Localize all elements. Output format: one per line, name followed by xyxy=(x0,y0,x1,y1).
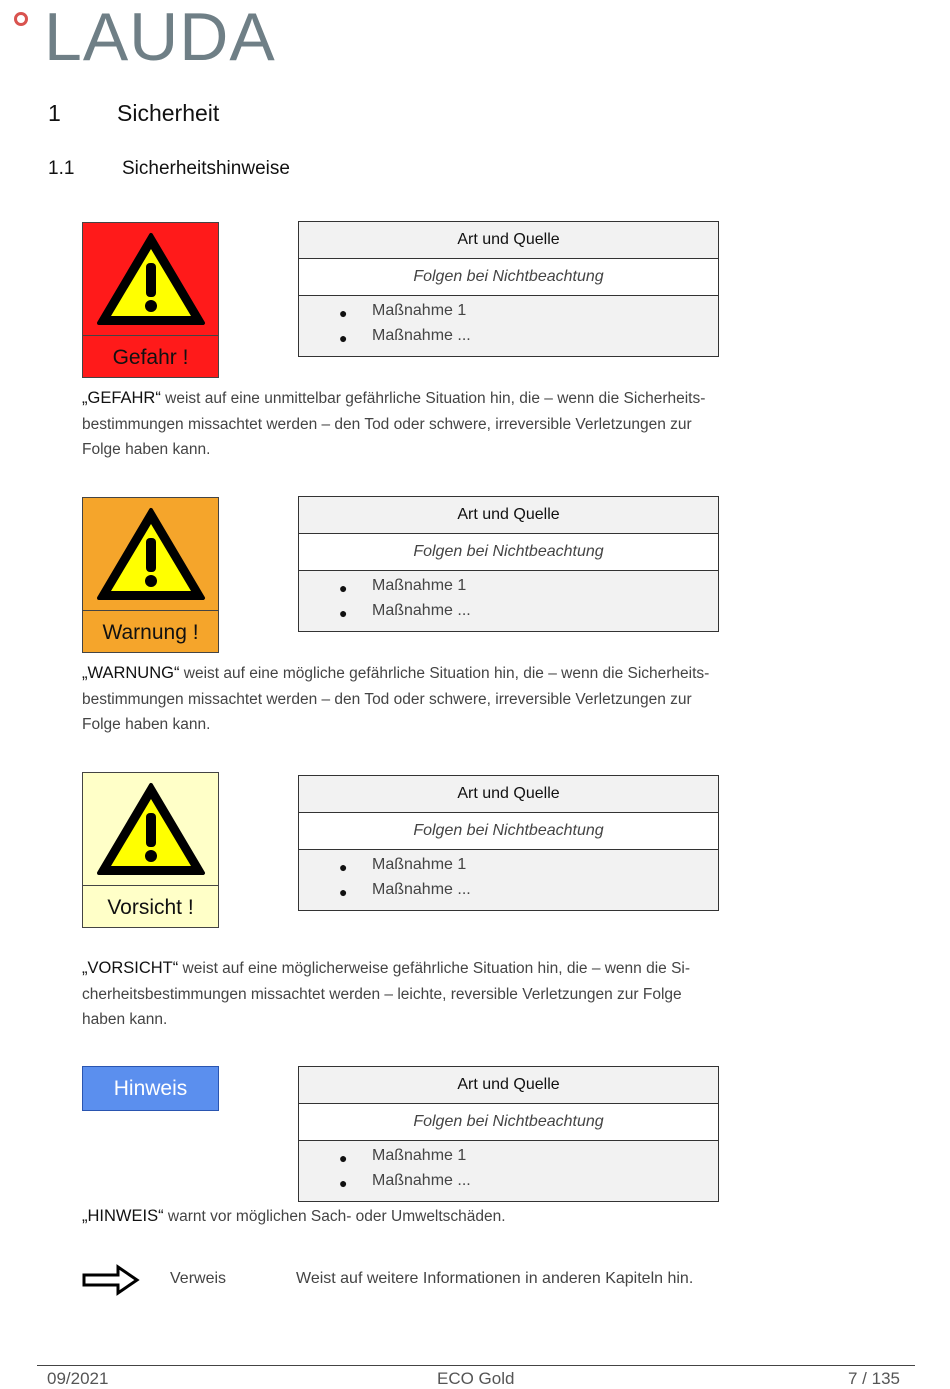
box-title: Art und Quelle xyxy=(299,497,718,534)
danger-sign-label: Gefahr ! xyxy=(83,335,218,380)
reference-label: Verweis xyxy=(170,1270,227,1287)
bullet-icon: ● xyxy=(339,305,348,321)
danger-description: „GEFAHR“ weist auf eine unmittelbar gefährliche Situation hin, die – wenn die Sicherheits- bestimmungen missachtet werden – den Tod oder schwere, irreversible Verletzungen zur Folge haben kann. xyxy=(82,389,706,458)
logo-ring-icon xyxy=(14,12,28,26)
reference-row xyxy=(82,1262,722,1296)
hint-notice-box xyxy=(298,1066,719,1202)
warning-triangle-icon xyxy=(95,229,207,329)
warning-notice-box xyxy=(298,496,719,632)
bullet-icon: ● xyxy=(339,330,348,346)
box-title: Art und Quelle xyxy=(299,1067,718,1104)
bullet-icon: ● xyxy=(339,884,348,900)
bullet-icon: ● xyxy=(339,859,348,875)
box-consequence: Folgen bei Nichtbeachtung xyxy=(299,813,718,850)
caution-description: „VORSICHT“ weist auf eine möglicherweise gefährliche Situation hin, die – wenn die Si- cherheitsbestimmungen missachtet werden – leichte, reversible Verletzungen zur Folge haben kann. xyxy=(82,959,691,1028)
list-item: ● Maßnahme 1 xyxy=(339,856,467,875)
list-item: ● Maßnahme ... xyxy=(339,327,471,346)
keyword: „VORSICHT“ xyxy=(82,959,179,977)
caution-sign-label: Vorsicht ! xyxy=(83,885,218,930)
list-item: ● Maßnahme 1 xyxy=(339,1147,467,1166)
footer-date: 09/2021 xyxy=(47,1369,109,1388)
section-number: 1.1 xyxy=(48,158,75,179)
bullet-icon: ● xyxy=(339,605,348,621)
bullet-icon: ● xyxy=(339,1175,348,1191)
hint-description: „HINWEIS“ warnt vor möglichen Sach- oder Umweltschäden. xyxy=(82,1207,506,1225)
chapter-number: 1 xyxy=(48,100,61,126)
list-item: ● Maßnahme ... xyxy=(339,602,471,621)
reference-description: Weist auf weitere Informationen in anderen Kapiteln hin. xyxy=(296,1270,694,1287)
danger-sign xyxy=(82,222,219,378)
logo-text: LAUDA xyxy=(44,0,276,75)
box-title: Art und Quelle xyxy=(299,776,718,813)
keyword: „WARNUNG“ xyxy=(82,664,180,682)
danger-notice-box xyxy=(298,221,719,357)
list-item: ● Maßnahme 1 xyxy=(339,302,467,321)
caution-sign xyxy=(82,772,219,928)
warning-sign-label: Warnung ! xyxy=(83,610,218,655)
bullet-icon: ● xyxy=(339,580,348,596)
box-title: Art und Quelle xyxy=(299,222,718,259)
footer-product: ECO Gold xyxy=(437,1369,515,1388)
right-arrow-icon xyxy=(82,1264,140,1296)
hint-sign: Hinweis xyxy=(82,1066,219,1111)
box-consequence: Folgen bei Nichtbeachtung xyxy=(299,1104,718,1141)
keyword: „HINWEIS“ xyxy=(82,1207,164,1225)
chapter-title: Sicherheit xyxy=(117,100,220,126)
list-item: ● Maßnahme ... xyxy=(339,881,471,900)
caution-notice-box xyxy=(298,775,719,911)
keyword: „GEFAHR“ xyxy=(82,389,161,407)
lauda-logo xyxy=(14,0,284,75)
warning-triangle-icon xyxy=(95,779,207,879)
warning-triangle-icon xyxy=(95,504,207,604)
box-consequence: Folgen bei Nichtbeachtung xyxy=(299,534,718,571)
section-title: Sicherheitshinweise xyxy=(122,158,290,179)
box-consequence: Folgen bei Nichtbeachtung xyxy=(299,259,718,296)
bullet-icon: ● xyxy=(339,1150,348,1166)
footer-page-number: 7 / 135 xyxy=(848,1369,900,1388)
list-item: ● Maßnahme ... xyxy=(339,1172,471,1191)
list-item: ● Maßnahme 1 xyxy=(339,577,467,596)
warning-description: „WARNUNG“ weist auf eine mögliche gefährliche Situation hin, die – wenn die Sicherheits- bestimmungen missachtet werden – den Tod oder schwere, irreversible Verletzungen zur Folge haben kann. xyxy=(82,664,710,733)
footer-divider xyxy=(37,1365,915,1366)
warning-sign xyxy=(82,497,219,653)
